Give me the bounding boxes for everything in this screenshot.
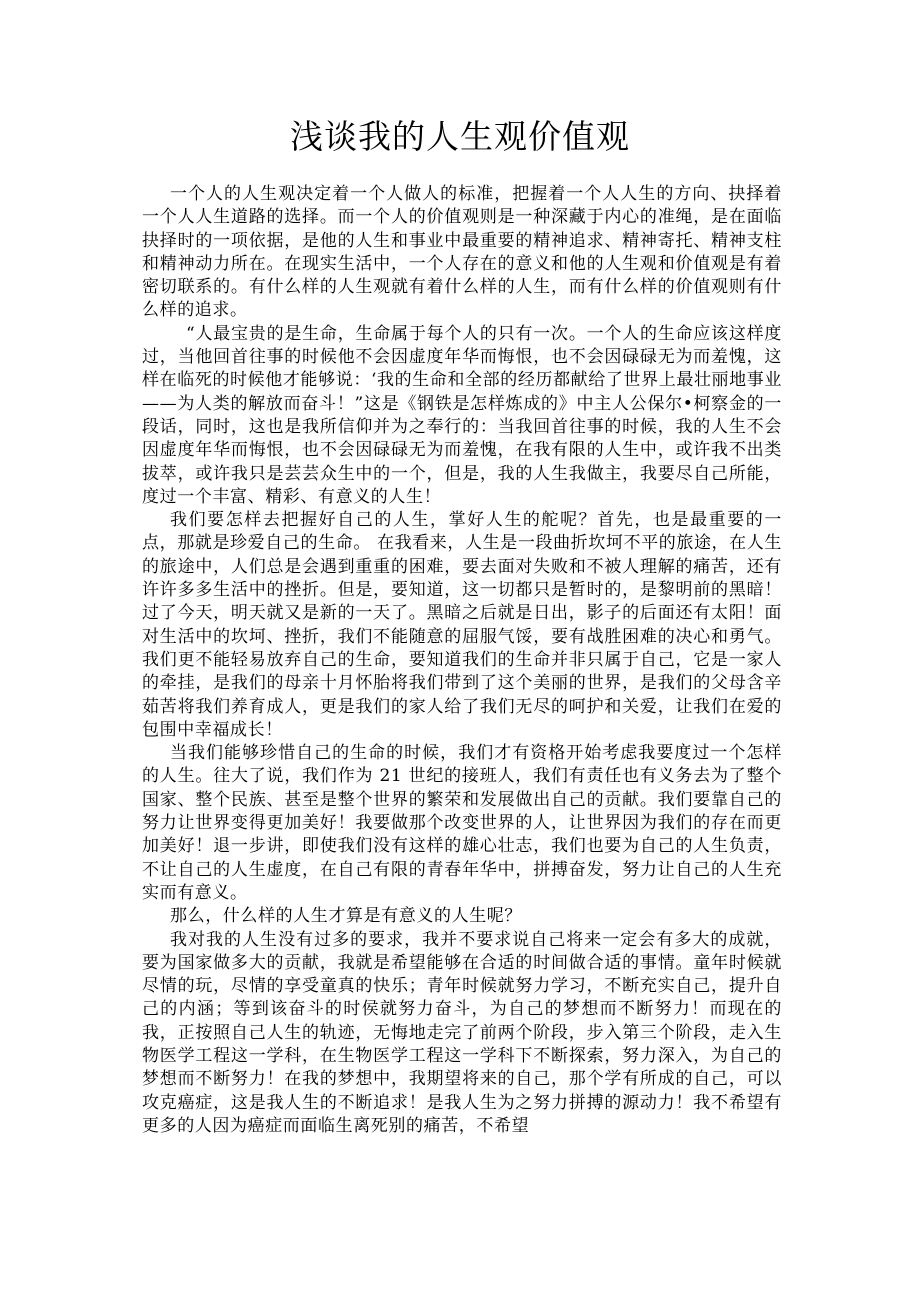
paragraph-6: 我对我的人生没有过多的要求，我并不要求说自己将来一定会有多大的成就，要为国家做多大的贡献，我就是希望能够在合适的时间做合适的事情。童年时候就尽情的玩，尽情的享受童真的快乐；青年时候就努力学习，不断充实自己，提升自己的内涵；等到该奋斗的时侯就努力奋斗，为自己的梦想而不断努力！而现在的我，正按照自己人生的轨迹，无悔地走完了前两个阶段，步入第三个阶段，走入生物医学工程这一学科，在生物医学工程这一学科下不断探索，努力深入，为自己的梦想而不断努力！在我的梦想中，我期望将来的自己，那个学有所成的自己，可以攻克癌症，这是我人生的不断追求！是我人生为之努力拼搏的源动力！我不希望有更多的人因为癌症而面临生离死别的痛苦，不希望 bbox=[142, 929, 782, 1136]
paragraph-1: 一个人的人生观决定着一个人做人的标准，把握着一个人人生的方向、抉择着一个人人生道路的选择。而一个人的价值观则是一种深藏于内心的准绳，是在面临抉择时的一项依据，是他的人生和事业中最重要的精神追求、精神寄托、精神支柱和精神动力所在。在现实生活中，一个人存在的意义和他的人生观和价值观是有着密切联系的。有什么样的人生观就有着什么样的人生，而有什么样的价值观则有什么样的追求。 bbox=[142, 184, 782, 321]
document-body bbox=[142, 183, 782, 1138]
paragraph-2: “人最宝贵的是生命，生命属于每个人的只有一次。一个人的生命应该这样度过，当他回首往事的时候他不会因虚度年华而悔恨，也不会因碌碌无为而羞愧，这样在临死的时候他才能够说：‘我的生命和全部的经历都献给了世界上最壮丽地事业——为人类的解放而奋斗！”这是《钢铁是怎样炼成的》中主人公保尔•柯察金的一段话，同时，这也是我所信仰并为之奉行的：当我回首往事的时候，我的人生不会因虚度年华而悔恨，也不会因碌碌无为而羞愧，在我有限的人生中，或许我不出类拔萃，或许我只是芸芸众生中的一个，但是，我的人生我做主，我要尽自己所能，度过一个丰富、精彩、有意义的人生！ bbox=[142, 323, 782, 507]
paragraph-4: 当我们能够珍惜自己的生命的时候，我们才有资格开始考虑我要度过一个怎样的人生。往大了说，我们作为 21 世纪的接班人，我们有责任也有义务去为了整个国家、整个民族、甚至是整个世界的繁荣和发展做出自己的贡献。我们要靠自己的努力让世界变得更加美好！我要做那个改变世界的人，让世界因为我们的存在而更加美好！退一步讲，即使我们没有这样的雄心壮志，我们也要为自己的人生负责，不让自己的人生虚度，在自己有限的青春年华中，拼搏奋发，努力让自己的人生充实而有意义。 bbox=[142, 743, 782, 903]
document-title: 浅谈我的人生观价值观 bbox=[290, 117, 630, 156]
paragraph-3: 我们要怎样去把握好自己的人生，掌好人生的舵呢？首先，也是最重要的一点，那就是珍爱自己的生命。 在我看来，人生是一段曲折坎坷不平的旅途，在人生的旅途中，人们总是会遇到重重的困难，要去面对失败和不被人理解的痛苦，还有许许多多生活中的挫折。但是，要知道，这一切都只是暂时的，是黎明前的黑暗！过了今天，明天就又是新的一天了。黑暗之后就是日出，影子的后面还有太阳！面对生活中的坎坷、挫折，我们不能随意的屈服气馁，要有战胜困难的决心和勇气。我们更不能轻易放弃自己的生命，要知道我们的生命并非只属于自己，它是一家人的牵挂，是我们的母亲十月怀胎将我们带到了这个美丽的世界，是我们的父母含辛茹苦将我们养育成人，更是我们的家人给了我们无尽的呵护和关爱，让我们在爱的包围中幸福成长！ bbox=[142, 510, 782, 740]
paragraph-5: 那么，什么样的人生才算是有意义的人生呢？ bbox=[170, 906, 522, 927]
